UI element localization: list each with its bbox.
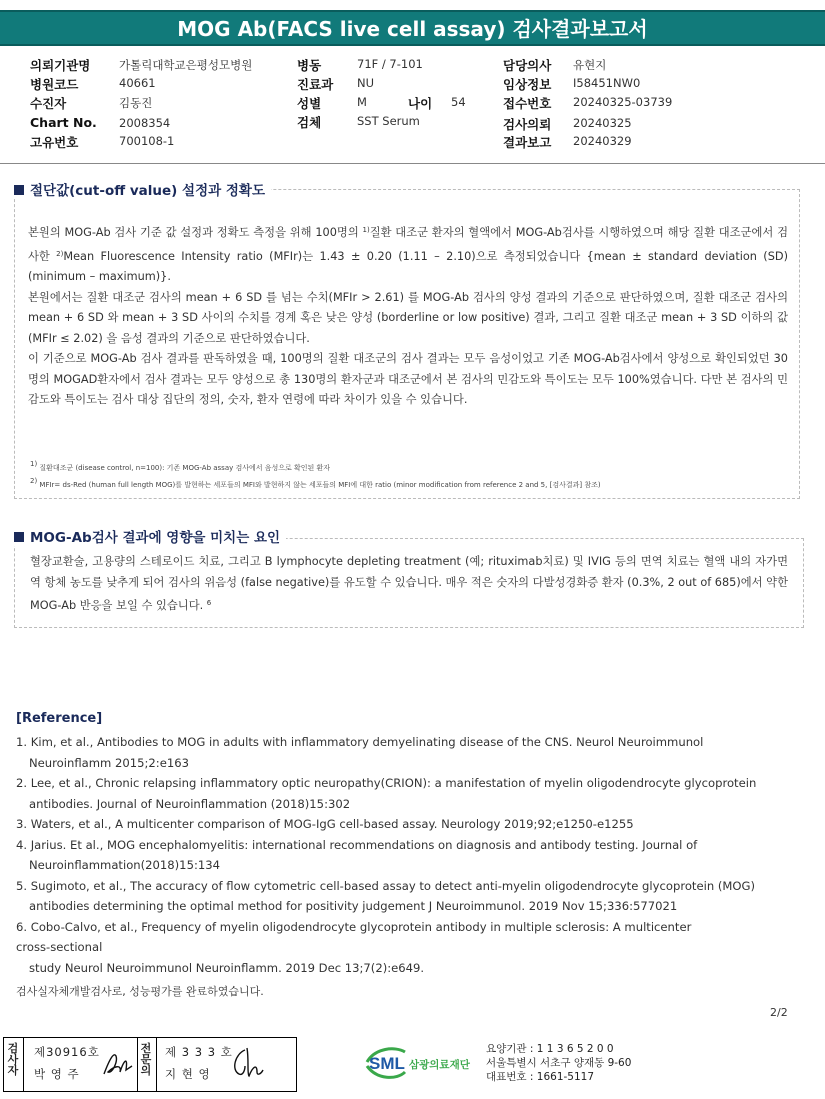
reference-line: 2. Lee, et al., Chronic relapsing inflammatory optic neuropathy(CRION): a manifestation of myelin oligodendrocyte glycoprotein (16, 776, 757, 790)
lab-phone: 대표번호 : 1661-5117 (486, 1071, 595, 1083)
info-value: 700108-1 (119, 134, 175, 148)
footnote: $^{1)}$ 질환대조군 (disease control, n=100): 기존 MOG-Ab assay 검사에서 음성으로 확인된 환자 (30, 460, 331, 472)
info-value: 가톨릭대학교은평성모병원 (119, 58, 253, 72)
info-label: Chart No. (30, 115, 97, 130)
cutoff-section-heading: 절단값(cut-off value) 설정과 정확도 (14, 179, 271, 199)
info-label: 병원코드 (30, 77, 79, 92)
info-label: 담당의사 (503, 58, 552, 73)
lab-address: 서울특별시 서초구 양재동 9-60 (486, 1057, 632, 1069)
reference-line: 1. Kim, et al., Antibodies to MOG in adults with inflammatory demyelinating disease of the CNS. Neurol Neuroimmunol (16, 735, 704, 749)
paragraph: 본원의 MOG-Ab 검사 기준 값 설정과 정확도 측정을 위해 100명의 $^{1)}$질환 대조군 환자의 혈액에서 MOG-Ab검사를 시행하였으며 해당 질환 대조군에서 검사한 $^{2)}$Mean Fluorescence Intensity ratio (MFIr)는 1.43 ± 0.20 (1.11 – 2.10)으로 측정되었습니다 {mean ± standard deviation (SD) (minimum – maximum)}. (28, 226, 788, 283)
info-value: 71F / 7-101 (357, 57, 423, 71)
info-label: 고유번호 (30, 135, 79, 150)
info-value: 김동진 (119, 96, 153, 110)
signature-icon (100, 1046, 136, 1082)
inspector-number: 제30916호 (34, 1045, 100, 1059)
footnotes (30, 458, 790, 492)
info-value: 20240325-03739 (573, 95, 673, 109)
factors-section-heading: MOG-Ab검사 결과에 영향을 미치는 요인 (14, 526, 286, 546)
info-label: 검체 (297, 115, 322, 130)
reference-line: study Neurol Neuroimmunol Neuroinflamm. 2019 Dec 13;7(2):e649. (29, 960, 425, 975)
signature-box (3, 1037, 297, 1092)
info-value: 유현지 (573, 58, 607, 72)
info-label: 접수번호 (503, 96, 552, 111)
divider (0, 163, 825, 164)
reference-line: 5. Sugimoto, et al., The accuracy of flow cytometric cell-based assay to detect anti-myelin oligodendrocyte glycoprotein (MOG) (16, 878, 756, 893)
reference-list (16, 732, 806, 978)
info-value: I58451NW0 (573, 76, 641, 90)
square-bullet-icon (14, 532, 24, 542)
square-bullet-icon (14, 185, 24, 195)
info-value: 20240325 (573, 116, 632, 130)
info-label: 진료과 (297, 77, 334, 92)
info-label: 성별 (297, 96, 322, 111)
cutoff-section-body (28, 220, 788, 411)
info-label: 검사의뢰 (503, 117, 552, 132)
info-label: 나이 (408, 96, 433, 111)
inspector-name: 박 영 주 (34, 1067, 80, 1081)
info-value: 54 (451, 95, 466, 109)
report-title: MOG Ab(FACS live cell assay) 검사결과보고서 (177, 17, 648, 41)
reference-line: 6. Cobo-Calvo, et al., Frequency of myelin oligodendrocyte glycoprotein antibody in multiple sclerosis: A multicenter (16, 919, 692, 934)
specialist-label: 전 문 의 (140, 1042, 152, 1077)
reference-line: cross-sectional (16, 940, 103, 954)
report-title-bar (0, 10, 825, 46)
paragraph: 본원에서는 질환 대조군 검사의 mean + 6 SD 를 넘는 수치(MFIr > 2.61) 를 MOG-Ab 검사의 양성 결과의 기준으로 판단하였으며, 질환 대조군 검사의 mean + 6 SD 와 mean + 3 SD 사이의 수치를 경계 혹은 낮은 양성 (borderline or low positive) 결과, 그리고 질환 대조군 mean + 3 SD 이하의 값 (MFIr ≤ 2.02) 을 음성 결과의 기준으로 판단하였습니다. (28, 290, 788, 345)
divider (137, 1038, 138, 1091)
lab-info (486, 1042, 631, 1084)
footnote: $^{2)}$ MFIr= ds-Red (human full length MOG)를 발현하는 세포들의 MFI와 발현하지 않는 세포들의 MFI에 대한 ratio (minor modification from reference 2 and 5, [검사결과] 참조) (30, 477, 601, 489)
sml-logo (365, 1042, 480, 1084)
factors-section-body: 혈장교환술, 고용량의 스테로이드 치료, 그리고 B lymphocyte depleting treatment (예; rituximab치료) 및 IVIG 등의 면역 치료는 혈액 내의 자가면역 항체 농도를 낮추게 되어 검사의 위음성 (false negative)를 유도할 수 있습니다. 매우 적은 숫자의 다발성경화증 환자 (0.3%, 2 out of 685)에서 약한 MOG-Ab 반응을 보일 수 있습니다. $^6$ (30, 555, 789, 612)
reference-line: antibodies. Journal of Neuroinflammation (2018)15:302 (29, 796, 351, 811)
divider (156, 1038, 157, 1091)
inspector-label: 검 사 자 (7, 1042, 19, 1077)
divider (23, 1038, 24, 1091)
info-value: NU (357, 76, 375, 90)
reference-title: [Reference] (16, 711, 103, 726)
specialist-number: 제 3 3 3 호 (165, 1045, 233, 1059)
svg-text:삼광의료재단: 삼광의료재단 (409, 1059, 470, 1071)
info-label: 병동 (297, 58, 322, 73)
lab-code: 요양기관 : 1 1 3 6 5 2 0 0 (486, 1043, 614, 1055)
info-label: 의뢰기관명 (30, 58, 91, 73)
info-value: M (357, 95, 367, 109)
reference-line: Neuroinflammation(2018)15:134 (29, 858, 220, 872)
info-value: 40661 (119, 76, 156, 90)
reference-line: 3. Waters, et al., A multicenter comparison of MOG-IgG cell-based assay. Neurology 2019;92;e1250-e1255 (16, 817, 634, 831)
info-value: 2008354 (119, 116, 171, 130)
closing-statement: 검사실자체개발검사로, 성능평가를 완료하였습니다. (16, 985, 264, 998)
sml-logo-icon (365, 1042, 480, 1084)
paragraph: 이 기준으로 MOG-Ab 검사 결과를 판독하였을 때, 100명의 질환 대조군의 검사 결과는 모두 음성이었고 기존 MOG-Ab검사에서 양성으로 확인되었던 30명의 MOGAD환자에서 검사 결과는 모두 양성으로 총 130명의 환자군과 대조군에서 본 검사의 민감도와 특이도는 모두 100%였습니다. 다만 본 검사의 민감도와 특이도는 검사 대상 집단의 정의, 숫자, 환자 연령에 따라 차이가 있을 수 있습니다. (28, 352, 788, 406)
info-value: SST Serum (357, 114, 420, 128)
reference-line: 4. Jarius. Et al., MOG encephalomyelitis: international recommendations on diagnosis and antibody testing. Journal of (16, 837, 698, 852)
info-label: 결과보고 (503, 135, 552, 150)
patient-info (0, 54, 825, 154)
svg-text:SML: SML (369, 1054, 405, 1073)
page-number: 2/2 (770, 1006, 788, 1019)
info-label: 임상정보 (503, 77, 552, 92)
info-label: 수진자 (30, 96, 67, 111)
specialist-name: 지 현 영 (165, 1067, 211, 1081)
reference-line: Neuroinflamm 2015;2:e163 (29, 755, 189, 770)
signature-icon (227, 1044, 267, 1084)
reference-line: antibodies determining the optimal method for positivity judgement J Neuroimmunol. 2019 Nov 15;336:577021 (29, 899, 678, 913)
info-value: 20240329 (573, 134, 632, 148)
